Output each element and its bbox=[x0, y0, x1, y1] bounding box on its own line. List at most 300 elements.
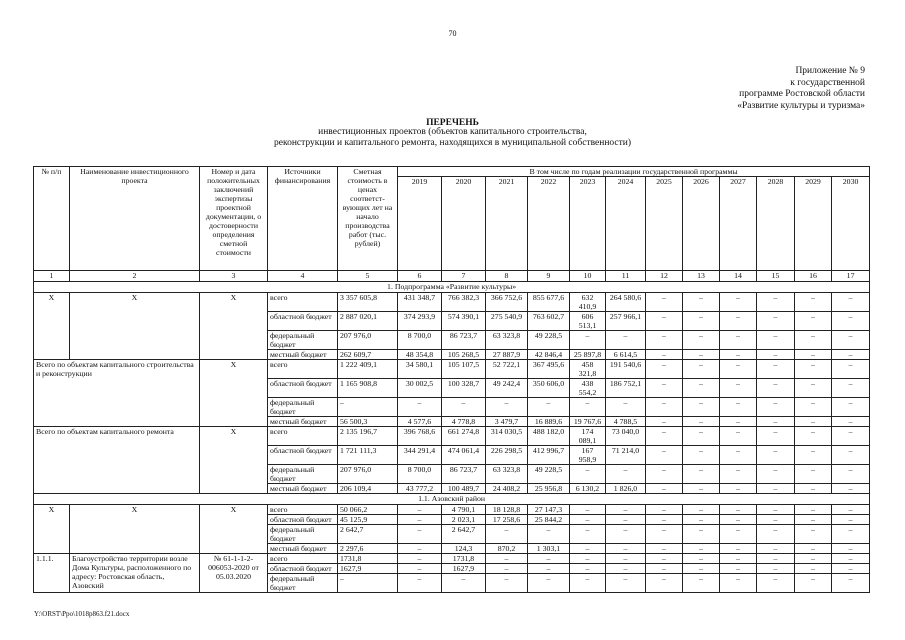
amount-cell: – bbox=[795, 564, 832, 574]
amount-cell: – bbox=[683, 331, 720, 350]
column-number: 7 bbox=[442, 271, 486, 282]
amount-cell: – bbox=[486, 525, 528, 544]
amount-cell: – bbox=[720, 417, 757, 427]
amount-cell: 43 777,2 bbox=[398, 484, 442, 494]
column-number: 1 bbox=[34, 271, 70, 282]
amount-cell: – bbox=[720, 379, 757, 398]
amount-cell: – bbox=[757, 379, 795, 398]
amount-cell: 488 182,0 bbox=[528, 427, 570, 446]
amount-cell: – bbox=[757, 465, 795, 484]
amount-cell: – bbox=[795, 446, 832, 465]
amount-cell: 2 642,7 bbox=[338, 525, 398, 544]
amount-cell: 124,3 bbox=[442, 544, 486, 554]
amount-cell: – bbox=[338, 398, 398, 417]
amount-cell: 100 489,7 bbox=[442, 484, 486, 494]
header-years-group: В том числе по годам реализации государственной программы bbox=[398, 167, 870, 177]
amount-cell: – bbox=[832, 417, 870, 427]
amount-cell: – bbox=[646, 312, 683, 331]
amount-cell: 30 002,5 bbox=[398, 379, 442, 398]
funding-source: всего bbox=[268, 505, 338, 515]
document-subtitle bbox=[0, 127, 905, 148]
amount-cell: – bbox=[720, 465, 757, 484]
amount-cell: 366 752,6 bbox=[486, 293, 528, 312]
amount-cell: 257 966,1 bbox=[606, 312, 646, 331]
amount-cell: – bbox=[646, 465, 683, 484]
amount-cell: 73 040,0 bbox=[606, 427, 646, 446]
appendix-line: Приложение № 9 bbox=[795, 66, 865, 76]
amount-cell: 344 291,4 bbox=[398, 446, 442, 465]
project-name: Х bbox=[70, 505, 200, 554]
amount-cell: – bbox=[570, 574, 606, 593]
amount-cell: 438 554,2 bbox=[570, 379, 606, 398]
amount-cell: 1 165 908,8 bbox=[338, 379, 398, 398]
amount-cell: – bbox=[683, 360, 720, 379]
amount-cell: 1731,8 bbox=[338, 554, 398, 564]
amount-cell: – bbox=[606, 574, 646, 593]
amount-cell: – bbox=[646, 505, 683, 515]
amount-cell: 1 721 111,3 bbox=[338, 446, 398, 465]
amount-cell: 3 479,7 bbox=[486, 417, 528, 427]
amount-cell: 4 790,1 bbox=[442, 505, 486, 515]
amount-cell: – bbox=[795, 515, 832, 525]
amount-cell: – bbox=[486, 398, 528, 417]
amount-cell: – bbox=[646, 350, 683, 360]
amount-cell: – bbox=[795, 293, 832, 312]
amount-cell: 25 844,2 bbox=[528, 515, 570, 525]
amount-cell: – bbox=[720, 350, 757, 360]
amount-cell: – bbox=[683, 544, 720, 554]
amount-cell: – bbox=[720, 574, 757, 593]
amount-cell: – bbox=[646, 574, 683, 593]
amount-cell: – bbox=[795, 525, 832, 544]
amount-cell: – bbox=[606, 331, 646, 350]
amount-cell: – bbox=[646, 554, 683, 564]
amount-cell: 458 321,8 bbox=[570, 360, 606, 379]
amount-cell: – bbox=[832, 484, 870, 494]
header-number: № п/п bbox=[34, 167, 70, 271]
column-number: 15 bbox=[757, 271, 795, 282]
header-year: 2025 bbox=[646, 177, 683, 271]
amount-cell: 105 107,5 bbox=[442, 360, 486, 379]
amount-cell: – bbox=[606, 525, 646, 544]
amount-cell: – bbox=[570, 398, 606, 417]
funding-source: местный бюджет bbox=[268, 417, 338, 427]
subtitle-line: инвестиционных проектов (объектов капитального строительства, bbox=[318, 127, 587, 137]
amount-cell: – bbox=[398, 515, 442, 525]
expertise-info: Х bbox=[200, 427, 268, 494]
column-number: 14 bbox=[720, 271, 757, 282]
amount-cell: 17 258,6 bbox=[486, 515, 528, 525]
header-year: 2020 bbox=[442, 177, 486, 271]
amount-cell: – bbox=[720, 427, 757, 446]
column-number: 4 bbox=[268, 271, 338, 282]
amount-cell: – bbox=[646, 427, 683, 446]
amount-cell: 2 135 196,7 bbox=[338, 427, 398, 446]
amount-cell: – bbox=[720, 564, 757, 574]
amount-cell: 3 357 605,8 bbox=[338, 293, 398, 312]
appendix-line: «Развитие культуры и туризма» bbox=[737, 100, 865, 111]
row-number: Х bbox=[34, 505, 70, 554]
amount-cell: – bbox=[832, 350, 870, 360]
header-project-name: Наименование инвестиционного проекта bbox=[70, 167, 200, 271]
amount-cell: – bbox=[570, 554, 606, 564]
table-row bbox=[34, 360, 870, 379]
amount-cell: 766 382,3 bbox=[442, 293, 486, 312]
project-name: Х bbox=[70, 293, 200, 360]
amount-cell: 6 130,2 bbox=[570, 484, 606, 494]
amount-cell: 8 700,0 bbox=[398, 331, 442, 350]
amount-cell: – bbox=[442, 574, 486, 593]
amount-cell: – bbox=[720, 398, 757, 417]
amount-cell: – bbox=[486, 554, 528, 564]
amount-cell: – bbox=[720, 446, 757, 465]
header-year: 2019 bbox=[398, 177, 442, 271]
header-year: 2029 bbox=[795, 177, 832, 271]
amount-cell: – bbox=[683, 446, 720, 465]
amount-cell: – bbox=[757, 427, 795, 446]
funding-source: федеральный бюджет bbox=[268, 525, 338, 544]
column-number: 10 bbox=[570, 271, 606, 282]
column-number: 9 bbox=[528, 271, 570, 282]
amount-cell: – bbox=[683, 398, 720, 417]
expertise-info: Х bbox=[200, 293, 268, 360]
investment-projects-table bbox=[33, 166, 870, 593]
amount-cell: – bbox=[606, 515, 646, 525]
column-number: 16 bbox=[795, 271, 832, 282]
funding-source: областной бюджет bbox=[268, 446, 338, 465]
amount-cell: – bbox=[832, 505, 870, 515]
header-year: 2023 bbox=[570, 177, 606, 271]
amount-cell: – bbox=[646, 484, 683, 494]
amount-cell: 63 323,8 bbox=[486, 331, 528, 350]
appendix-line: программе Ростовской области bbox=[739, 89, 865, 99]
amount-cell: – bbox=[398, 574, 442, 593]
amount-cell: 207 976,0 bbox=[338, 331, 398, 350]
column-number: 2 bbox=[70, 271, 200, 282]
amount-cell: – bbox=[795, 360, 832, 379]
funding-source: федеральный бюджет bbox=[268, 331, 338, 350]
amount-cell: – bbox=[570, 515, 606, 525]
amount-cell: – bbox=[570, 564, 606, 574]
funding-source: федеральный бюджет bbox=[268, 574, 338, 593]
amount-cell: 574 390,1 bbox=[442, 312, 486, 331]
table-row bbox=[34, 505, 870, 515]
funding-source: федеральный бюджет bbox=[268, 465, 338, 484]
amount-cell: – bbox=[528, 554, 570, 564]
amount-cell: – bbox=[795, 331, 832, 350]
section-heading: 1.1. Азовский район bbox=[34, 494, 870, 505]
amount-cell: 16 889,6 bbox=[528, 417, 570, 427]
amount-cell: – bbox=[646, 331, 683, 350]
amount-cell: – bbox=[720, 360, 757, 379]
amount-cell: – bbox=[757, 505, 795, 515]
amount-cell: – bbox=[683, 417, 720, 427]
funding-source: всего bbox=[268, 360, 338, 379]
funding-source: местный бюджет bbox=[268, 350, 338, 360]
amount-cell: – bbox=[606, 398, 646, 417]
amount-cell: 606 513,1 bbox=[570, 312, 606, 331]
amount-cell: – bbox=[606, 505, 646, 515]
column-number: 3 bbox=[200, 271, 268, 282]
amount-cell: – bbox=[442, 398, 486, 417]
amount-cell: – bbox=[683, 350, 720, 360]
amount-cell: 48 354,8 bbox=[398, 350, 442, 360]
amount-cell: 396 768,6 bbox=[398, 427, 442, 446]
amount-cell: – bbox=[570, 465, 606, 484]
amount-cell: 1 826,0 bbox=[606, 484, 646, 494]
amount-cell: 18 128,8 bbox=[486, 505, 528, 515]
amount-cell: – bbox=[683, 312, 720, 331]
header-year: 2026 bbox=[683, 177, 720, 271]
amount-cell: – bbox=[683, 427, 720, 446]
amount-cell: – bbox=[795, 554, 832, 564]
expertise-info: № 61-1-1-2-006053-2020 от 05.03.2020 bbox=[200, 554, 268, 593]
amount-cell: 1 222 409,1 bbox=[338, 360, 398, 379]
header-year: 2028 bbox=[757, 177, 795, 271]
amount-cell: – bbox=[398, 544, 442, 554]
amount-cell: 25 956,8 bbox=[528, 484, 570, 494]
amount-cell: 1627,9 bbox=[338, 564, 398, 574]
expertise-info: Х bbox=[200, 505, 268, 554]
row-number: Х bbox=[34, 293, 70, 360]
amount-cell: 25 897,8 bbox=[570, 350, 606, 360]
amount-cell: – bbox=[683, 554, 720, 564]
funding-source: областной бюджет bbox=[268, 379, 338, 398]
amount-cell: – bbox=[832, 293, 870, 312]
header-year: 2027 bbox=[720, 177, 757, 271]
table-row bbox=[34, 427, 870, 446]
amount-cell: 4 788,5 bbox=[606, 417, 646, 427]
amount-cell: 2 642,7 bbox=[442, 525, 486, 544]
amount-cell: – bbox=[795, 379, 832, 398]
appendix-header bbox=[690, 66, 865, 112]
amount-cell: – bbox=[646, 525, 683, 544]
amount-cell: – bbox=[646, 293, 683, 312]
amount-cell: – bbox=[720, 525, 757, 544]
amount-cell: 474 061,4 bbox=[442, 446, 486, 465]
amount-cell: – bbox=[832, 554, 870, 564]
amount-cell: – bbox=[606, 465, 646, 484]
amount-cell: – bbox=[757, 398, 795, 417]
amount-cell: – bbox=[757, 484, 795, 494]
amount-cell: – bbox=[757, 544, 795, 554]
amount-cell: – bbox=[832, 574, 870, 593]
amount-cell: – bbox=[683, 564, 720, 574]
header-expertise: Номер и дата положительных заключений экспертизы проектной документации, о достоверности определения сметной стоимости bbox=[200, 167, 268, 271]
amount-cell: 86 723,7 bbox=[442, 465, 486, 484]
table-row bbox=[34, 293, 870, 312]
header-year: 2030 bbox=[832, 177, 870, 271]
amount-cell: – bbox=[832, 360, 870, 379]
amount-cell: 763 602,7 bbox=[528, 312, 570, 331]
amount-cell: 275 540,9 bbox=[486, 312, 528, 331]
amount-cell: 71 214,0 bbox=[606, 446, 646, 465]
amount-cell: – bbox=[757, 331, 795, 350]
amount-cell: – bbox=[646, 360, 683, 379]
appendix-line: к государственной bbox=[790, 77, 865, 88]
amount-cell: – bbox=[757, 350, 795, 360]
header-year: 2021 bbox=[486, 177, 528, 271]
amount-cell: – bbox=[646, 564, 683, 574]
amount-cell: – bbox=[683, 293, 720, 312]
column-number: 13 bbox=[683, 271, 720, 282]
amount-cell: – bbox=[528, 525, 570, 544]
amount-cell: – bbox=[832, 331, 870, 350]
funding-source: всего bbox=[268, 293, 338, 312]
amount-cell: – bbox=[683, 515, 720, 525]
amount-cell: – bbox=[606, 564, 646, 574]
amount-cell: 49 242,4 bbox=[486, 379, 528, 398]
amount-cell: – bbox=[832, 446, 870, 465]
amount-cell: 191 540,6 bbox=[606, 360, 646, 379]
amount-cell: 49 228,5 bbox=[528, 331, 570, 350]
amount-cell: – bbox=[646, 417, 683, 427]
amount-cell: – bbox=[398, 398, 442, 417]
amount-cell: – bbox=[795, 312, 832, 331]
amount-cell: – bbox=[646, 446, 683, 465]
header-year: 2022 bbox=[528, 177, 570, 271]
page-number: 70 bbox=[448, 29, 457, 38]
amount-cell: 34 580,1 bbox=[398, 360, 442, 379]
amount-cell: – bbox=[832, 465, 870, 484]
amount-cell: 4 577,6 bbox=[398, 417, 442, 427]
amount-cell: – bbox=[832, 515, 870, 525]
amount-cell: – bbox=[832, 379, 870, 398]
funding-source: областной бюджет bbox=[268, 564, 338, 574]
funding-source: областной бюджет bbox=[268, 515, 338, 525]
funding-source: областной бюджет bbox=[268, 312, 338, 331]
amount-cell: 49 228,5 bbox=[528, 465, 570, 484]
amount-cell: – bbox=[757, 574, 795, 593]
amount-cell: 27 887,9 bbox=[486, 350, 528, 360]
amount-cell: – bbox=[757, 293, 795, 312]
amount-cell: – bbox=[757, 554, 795, 564]
amount-cell: 632 410,9 bbox=[570, 293, 606, 312]
amount-cell: 19 767,6 bbox=[570, 417, 606, 427]
amount-cell: 314 030,5 bbox=[486, 427, 528, 446]
amount-cell: – bbox=[720, 544, 757, 554]
amount-cell: – bbox=[683, 379, 720, 398]
amount-cell: – bbox=[683, 574, 720, 593]
amount-cell: – bbox=[757, 515, 795, 525]
amount-cell: 4 778,8 bbox=[442, 417, 486, 427]
amount-cell: 52 722,1 bbox=[486, 360, 528, 379]
amount-cell: – bbox=[528, 574, 570, 593]
amount-cell: 262 609,7 bbox=[338, 350, 398, 360]
expertise-info: Х bbox=[200, 360, 268, 427]
column-number: 17 bbox=[832, 271, 870, 282]
amount-cell: 2 887 020,1 bbox=[338, 312, 398, 331]
funding-source: федеральный бюджет bbox=[268, 398, 338, 417]
amount-cell: – bbox=[720, 484, 757, 494]
amount-cell: 226 298,5 bbox=[486, 446, 528, 465]
amount-cell: 870,2 bbox=[486, 544, 528, 554]
column-number: 12 bbox=[646, 271, 683, 282]
column-number: 8 bbox=[486, 271, 528, 282]
amount-cell: – bbox=[720, 554, 757, 564]
amount-cell: 42 846,4 bbox=[528, 350, 570, 360]
amount-cell: 1731,8 bbox=[442, 554, 486, 564]
amount-cell: 264 580,6 bbox=[606, 293, 646, 312]
amount-cell: – bbox=[832, 312, 870, 331]
amount-cell: 24 408,2 bbox=[486, 484, 528, 494]
amount-cell: 174 089,1 bbox=[570, 427, 606, 446]
funding-source: местный бюджет bbox=[268, 544, 338, 554]
amount-cell: – bbox=[570, 544, 606, 554]
subtitle-line: реконструкции и капитального ремонта, находящихся в муниципальной собственности) bbox=[273, 137, 632, 148]
section-heading: 1. Подпрограмма «Развитие культуры» bbox=[34, 282, 870, 293]
amount-cell: – bbox=[683, 484, 720, 494]
header-estimated-cost: Сметная стоимость в ценах соответст-вующих лет на начало производства работ (тыс. рублей) bbox=[338, 167, 398, 271]
amount-cell: – bbox=[646, 515, 683, 525]
amount-cell: 2 297,6 bbox=[338, 544, 398, 554]
amount-cell: 86 723,7 bbox=[442, 331, 486, 350]
file-path: Y:\ORST\Ppo\1018p863.f21.docx bbox=[34, 610, 130, 618]
amount-cell: 63 323,8 bbox=[486, 465, 528, 484]
amount-cell: 431 348,7 bbox=[398, 293, 442, 312]
amount-cell: – bbox=[795, 505, 832, 515]
header-year: 2024 bbox=[606, 177, 646, 271]
amount-cell: 855 677,6 bbox=[528, 293, 570, 312]
amount-cell: 167 958,9 bbox=[570, 446, 606, 465]
amount-cell: 27 147,3 bbox=[528, 505, 570, 515]
amount-cell: 206 109,4 bbox=[338, 484, 398, 494]
amount-cell: – bbox=[795, 398, 832, 417]
amount-cell: – bbox=[757, 446, 795, 465]
amount-cell: – bbox=[646, 398, 683, 417]
amount-cell: – bbox=[832, 564, 870, 574]
column-number: 5 bbox=[338, 271, 398, 282]
amount-cell: 1627,9 bbox=[442, 564, 486, 574]
amount-cell: – bbox=[398, 564, 442, 574]
document-title: ПЕРЕЧЕНЬ bbox=[426, 118, 479, 128]
amount-cell: – bbox=[683, 505, 720, 515]
amount-cell: 2 023,1 bbox=[442, 515, 486, 525]
amount-cell: 207 976,0 bbox=[338, 465, 398, 484]
amount-cell: – bbox=[795, 574, 832, 593]
amount-cell: – bbox=[528, 398, 570, 417]
amount-cell: 56 500,3 bbox=[338, 417, 398, 427]
amount-cell: – bbox=[683, 525, 720, 544]
amount-cell: – bbox=[795, 484, 832, 494]
amount-cell: – bbox=[795, 465, 832, 484]
amount-cell: – bbox=[720, 312, 757, 331]
amount-cell: – bbox=[757, 525, 795, 544]
amount-cell: – bbox=[720, 331, 757, 350]
amount-cell: – bbox=[795, 350, 832, 360]
amount-cell: – bbox=[757, 312, 795, 331]
funding-source: всего bbox=[268, 427, 338, 446]
amount-cell: 412 996,7 bbox=[528, 446, 570, 465]
amount-cell: – bbox=[832, 544, 870, 554]
amount-cell: – bbox=[486, 564, 528, 574]
column-number: 11 bbox=[606, 271, 646, 282]
amount-cell: – bbox=[795, 417, 832, 427]
amount-cell: – bbox=[570, 331, 606, 350]
amount-cell: – bbox=[757, 360, 795, 379]
amount-cell: – bbox=[398, 525, 442, 544]
amount-cell: 1 303,1 bbox=[528, 544, 570, 554]
amount-cell: – bbox=[757, 417, 795, 427]
project-name: Всего по объектам капитального строительства и реконструкции bbox=[34, 360, 200, 427]
amount-cell: 661 274,8 bbox=[442, 427, 486, 446]
funding-source: местный бюджет bbox=[268, 484, 338, 494]
funding-source: всего bbox=[268, 554, 338, 564]
amount-cell: – bbox=[795, 427, 832, 446]
amount-cell: – bbox=[757, 564, 795, 574]
amount-cell: – bbox=[646, 544, 683, 554]
amount-cell: – bbox=[720, 515, 757, 525]
